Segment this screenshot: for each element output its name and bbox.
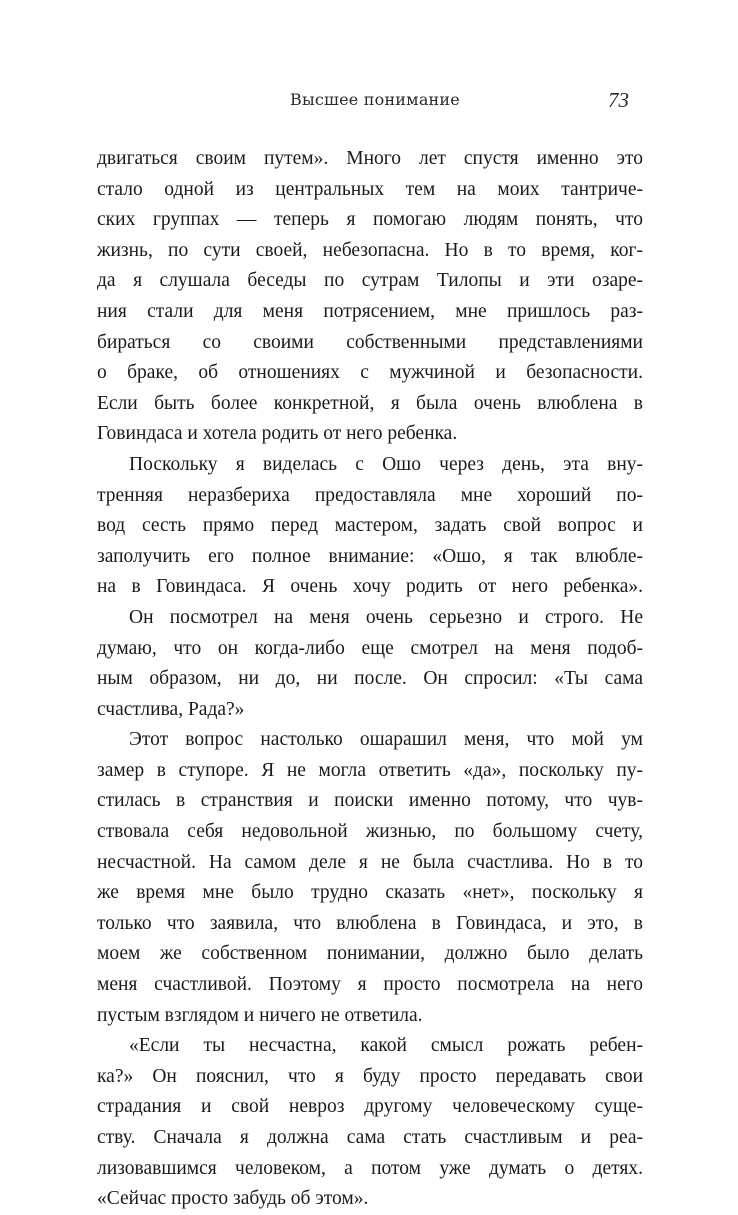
running-head xyxy=(0,88,738,112)
text-line: лизовавшимся человеком, а потом уже думать о детях. xyxy=(97,1157,643,1179)
text-line: ских группах — теперь я помогаю людям понять, что xyxy=(97,209,643,231)
paragraph-first-line: «Если ты несчастна, какой смысл рожать ребен- xyxy=(129,1035,643,1057)
text-line: счастлива, Рада?» xyxy=(97,698,245,720)
text-line: моем же собственном понимании, должно было делать xyxy=(97,943,643,965)
text-line: ния стали для меня потрясением, мне пришлось раз- xyxy=(97,300,643,322)
paragraph-first-line: Этот вопрос настолько ошарашил меня, что мой ум xyxy=(129,729,643,751)
text-line: ка?» Он пояснил, что я буду просто передавать свои xyxy=(97,1065,643,1087)
text-line: «Сейчас просто забудь об этом». xyxy=(97,1188,369,1210)
text-line: тренняя неразбериха предоставляла мне хороший по- xyxy=(97,484,643,506)
text-line: пустым взглядом и ничего не ответила. xyxy=(97,1004,423,1026)
text-line: стало одной из центральных тем на моих тантриче- xyxy=(97,178,643,200)
text-line: стилась в странствия и поиски именно потому, что чув- xyxy=(97,790,643,812)
body-text xyxy=(97,144,643,1215)
text-line: несчастной. На самом деле я не была счастлива. Но в то xyxy=(97,851,643,873)
text-line: жизнь, по сути своей, небезопасна. Но в то время, ког- xyxy=(97,239,643,261)
text-line: двигаться своим путем». Много лет спустя именно это xyxy=(97,148,643,169)
text-line: о браке, об отношениях с мужчиной и безопасности. xyxy=(97,362,643,384)
text-line: заполучить его полное внимание: «Ошо, я так влюбле- xyxy=(97,545,643,567)
paragraph-first-line: Он посмотрел на меня очень серьезно и строго. Не xyxy=(129,606,643,628)
text-line: же время мне было трудно сказать «нет», поскольку я xyxy=(97,882,643,904)
text-line: замер в ступоре. Я не могла ответить «да», поскольку пу- xyxy=(97,759,643,781)
page-number: 73 xyxy=(608,88,629,112)
text-line: ным образом, ни до, ни после. Он спросил: «Ты сама xyxy=(97,668,643,690)
text-line: ствовала себя недовольной жизнью, по большому счету, xyxy=(97,821,643,843)
text-line: да я слушала беседы по сутрам Тилопы и эти озаре- xyxy=(97,270,643,292)
text-line: Говиндаса и хотела родить от него ребенка. xyxy=(97,423,458,445)
text-line: думаю, что он когда-либо еще смотрел на меня подоб- xyxy=(97,637,643,659)
running-title: Высшее понимание xyxy=(290,90,460,109)
text-line: ству. Сначала я должна сама стать счастливым и реа- xyxy=(97,1127,643,1148)
text-line: страдания и свой невроз другому человеческому суще- xyxy=(97,1096,643,1118)
text-line: Если быть более конкретной, я была очень влюблена в xyxy=(97,392,643,414)
text-line: только что заявила, что влюблена в Говиндаса, и это, в xyxy=(97,912,643,934)
text-line: на в Говиндаса. Я очень хочу родить от него ребенка». xyxy=(97,576,643,598)
text-line: вод сесть прямо перед мастером, задать свой вопрос и xyxy=(97,515,643,537)
paragraph-first-line: Поскольку я виделась с Ошо через день, эта вну- xyxy=(129,453,643,475)
text-line: меня счастливой. Поэтому я просто посмотрела на него xyxy=(97,974,643,996)
text-line: бираться со своими собственными представлениями xyxy=(97,331,643,353)
